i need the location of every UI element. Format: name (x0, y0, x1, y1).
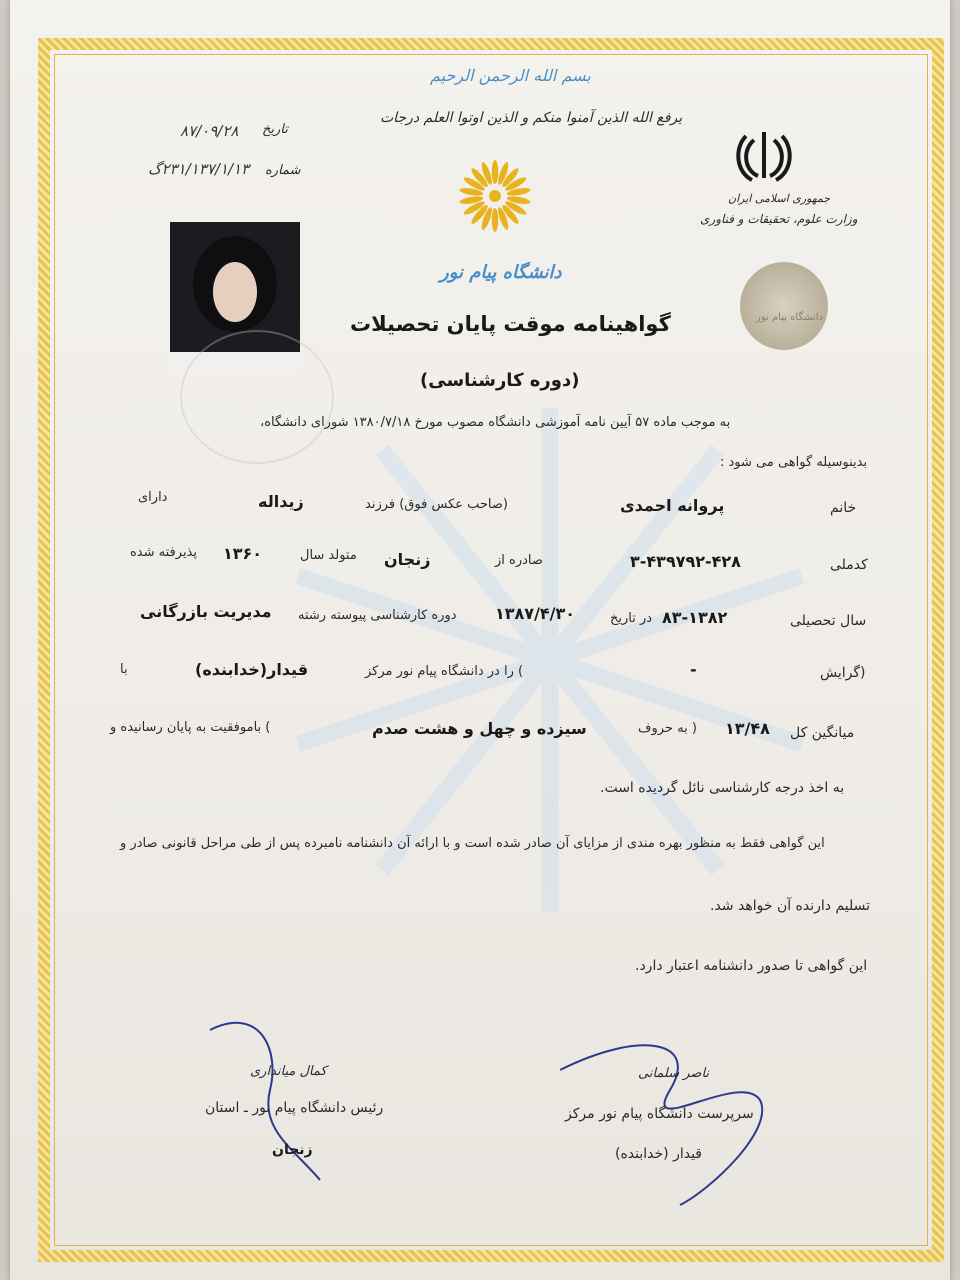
bismillah: بسم الله الرحمن الرحیم (430, 66, 591, 85)
label-issued: صادره از (495, 553, 543, 568)
photo-stamp (180, 330, 334, 464)
label-father: (صاحب عکس فوق) فرزند (365, 497, 508, 512)
student-name: پروانه احمدی (620, 496, 725, 515)
iran-emblem-icon (732, 128, 796, 184)
label-on-date: در تاریخ (610, 611, 653, 626)
number-label: شماره (265, 163, 301, 178)
embossed-seal (740, 262, 828, 350)
label-admitted: پذیرفته شده (130, 545, 197, 560)
quran-verse: یرفع الله الذین آمنوا منکم و الذین اوتوا العلم درجات (380, 110, 683, 126)
academic-year: ۸۳-۱۳۸۲ (662, 608, 728, 627)
label-academic-year: سال تحصیلی (790, 613, 867, 629)
seal-text: دانشگاه پیام نور (756, 312, 823, 323)
label-completed: ) باموفقیت به پایان رسانیده و (110, 720, 271, 735)
validity-line: این گواهی تا صدور دانشنامه اعتبار دارد. (635, 958, 868, 974)
father-name: زیداله (258, 492, 304, 511)
university-name: دانشگاه پیام نور (440, 262, 562, 283)
preamble: به موجب ماده ۵۷ آیین نامه آموزشی دانشگاه مصوب مورخ ۱۳۸۰/۷/۱۸ شورای دانشگاه، (260, 415, 731, 430)
certificate-page (10, 0, 950, 1280)
date-label: تاریخ (262, 122, 288, 137)
date-value: ۸۷/۰۹/۲۸ (180, 122, 239, 140)
label-with: با (120, 662, 128, 677)
birth-year: ۱۳۶۰ (223, 544, 263, 563)
purpose-line: این گواهی فقط به منظور بهره مندی از مزایای آن صادر شده است و با ارائه آن دانشنامه نامبرده پس از طی مراحل قانونی صادر و (120, 836, 825, 851)
right-signer-title: سرپرست دانشگاه پیام نور مرکز (565, 1106, 754, 1122)
certificate-subtitle: (دوره کارشناسی) (420, 370, 580, 391)
gpa-in-words: سیزده و چهل و هشت صدم (372, 719, 587, 738)
graduation-date: ۱۳۸۷/۴/۳۰ (495, 604, 576, 623)
university-sun-logo (455, 156, 535, 236)
republic-text: جمهوری اسلامی ایران (728, 192, 831, 205)
issue-city: زنجان (384, 550, 431, 569)
number-value: ۲۳۱/۱۳۷/۱/۱۳گ (148, 160, 250, 178)
label-gpa: میانگین کل (790, 725, 855, 741)
label-in-words: ( به حروف (638, 721, 697, 736)
national-id: ۳-۴۳۹۷۹۲-۴۲۸ (630, 552, 741, 571)
certificate-title: گواهینامه موقت پایان تحصیلات (350, 312, 671, 336)
field-of-study: مدیریت بازرگانی (140, 602, 272, 621)
certify-line: بدینوسیله گواهی می شود : (720, 455, 868, 470)
left-signer-title: رئیس دانشگاه پیام نور ـ استان (205, 1100, 384, 1116)
gpa-value: ۱۳/۴۸ (725, 719, 770, 738)
right-signer-city: قیدار (خدابنده) (615, 1146, 702, 1162)
label-birth-year: متولد سال (300, 548, 357, 563)
label-course-field: دوره کارشناسی پیوسته رشته (298, 608, 457, 623)
label-orientation: (گرایش (820, 665, 866, 681)
left-signer-city: زنجان (272, 1142, 313, 1158)
delivery-line: تسلیم دارنده آن خواهد شد. (710, 898, 871, 914)
degree-line: به اخذ درجه کارشناسی نائل گردیده است. (600, 780, 845, 796)
right-signer-name: ناصر سلمانی (638, 1066, 710, 1081)
label-title: خانم (830, 500, 857, 516)
left-signer-name: کمال میانداری (250, 1064, 327, 1079)
ministry-text: وزارت علوم، تحقیقات و فناوری (700, 212, 858, 226)
label-national-id: کدملی (830, 557, 868, 573)
study-center: قیدار(خدابنده) (195, 660, 309, 679)
orientation-value: - (690, 660, 697, 679)
label-center: ) را در دانشگاه پیام نور مرکز (365, 664, 524, 679)
label-having: دارای (138, 490, 168, 505)
